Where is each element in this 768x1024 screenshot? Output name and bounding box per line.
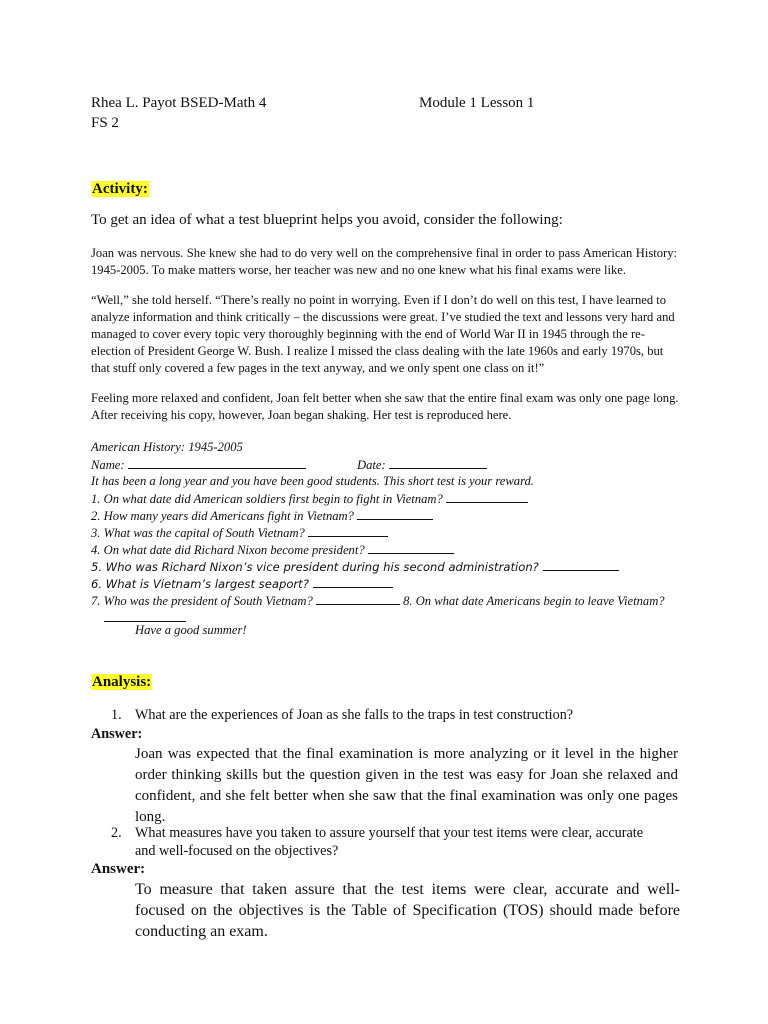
test-question-7-8: 7. Who was the president of South Vietnam? 8. On what date Americans begin to leave Vietnam? bbox=[91, 594, 665, 608]
test-title: American History: 1945-2005 bbox=[91, 440, 243, 454]
test-question-3: 3. What was the capital of South Vietnam? bbox=[91, 524, 388, 542]
date-blank bbox=[389, 456, 487, 469]
analysis-q1-number: 1. bbox=[111, 707, 122, 723]
analysis-question-1: What are the experiences of Joan as she falls to the traps in test construction? bbox=[135, 707, 574, 723]
activity-intro: To get an idea of what a test blueprint helps you avoid, consider the following: bbox=[91, 212, 563, 228]
story-paragraph-2: “Well,” she told herself. “There’s really no point in worrying. Even if I don’t do well on this test, I have learned to analyze information and think critically – the discussions were great. I’ve studied the text and lessons very hard and managed to cover every topic very thoroughly beginning with the end of World War II in 1945 through the re-election of President George W. Bush. I realize I missed the class dealing with the late 1960s and early 1970s, but that stuff only covered a few pages in the text anyway, and we only spent one class on it!” bbox=[91, 293, 675, 375]
course-line: FS 2 bbox=[91, 115, 119, 131]
story-paragraph-1: Joan was nervous. She knew she had to do very well on the comprehensive final in order to pass American History: 1945-2005. To make matters worse, her teacher was new and no one knew what his final exams were like. bbox=[91, 246, 677, 277]
test-question-6: 6. What is Vietnam’s largest seaport? bbox=[91, 575, 393, 593]
activity-heading: Activity: bbox=[92, 181, 148, 197]
test-question-1: 1. On what date did American soldiers first begin to fight in Vietnam? bbox=[91, 490, 528, 508]
test-name-row: Name: bbox=[91, 456, 306, 474]
name-blank bbox=[128, 456, 306, 469]
analysis-heading: Analysis: bbox=[92, 674, 152, 690]
test-question-5: 5. Who was Richard Nixon’s vice president during his second administration? bbox=[91, 558, 619, 576]
test-question-4: 4. On what date did Richard Nixon become president? bbox=[91, 541, 454, 559]
test-date-row: Date: bbox=[357, 456, 487, 474]
answer-2: To measure that taken assure that the test items were clear, accurate and well-focused on the objectives is the Table of Specification (TOS) should made before conducting an exam. bbox=[135, 881, 680, 940]
answer-1: Joan was expected that the final examination is more analyzing or it level in the higher order thinking skills but the question given in the test was easy for Joan she relaxed and confident, and she felt better when she saw that the final examination was only one pages long. bbox=[135, 746, 678, 825]
test-closing: Have a good summer! bbox=[135, 623, 247, 637]
answer-label-2: Answer: bbox=[91, 861, 146, 877]
test-intro: It has been a long year and you have been good students. This short test is your reward. bbox=[91, 474, 534, 488]
module-line: Module 1 Lesson 1 bbox=[419, 95, 535, 111]
story-paragraph-3: Feeling more relaxed and confident, Joan felt better when she saw that the entire final exam was only one page long. After receiving his copy, however, Joan began shaking. Her test is reproduced here. bbox=[91, 391, 679, 422]
analysis-question-2: What measures have you taken to assure yourself that your test items were clear, accurate and well-focused on the objectives? bbox=[135, 825, 643, 859]
author-line: Rhea L. Payot BSED-Math 4 bbox=[91, 95, 267, 111]
analysis-q2-number: 2. bbox=[111, 825, 122, 841]
answer-label-1: Answer: bbox=[91, 726, 143, 742]
test-question-2: 2. How many years did Americans fight in Vietnam? bbox=[91, 507, 433, 525]
